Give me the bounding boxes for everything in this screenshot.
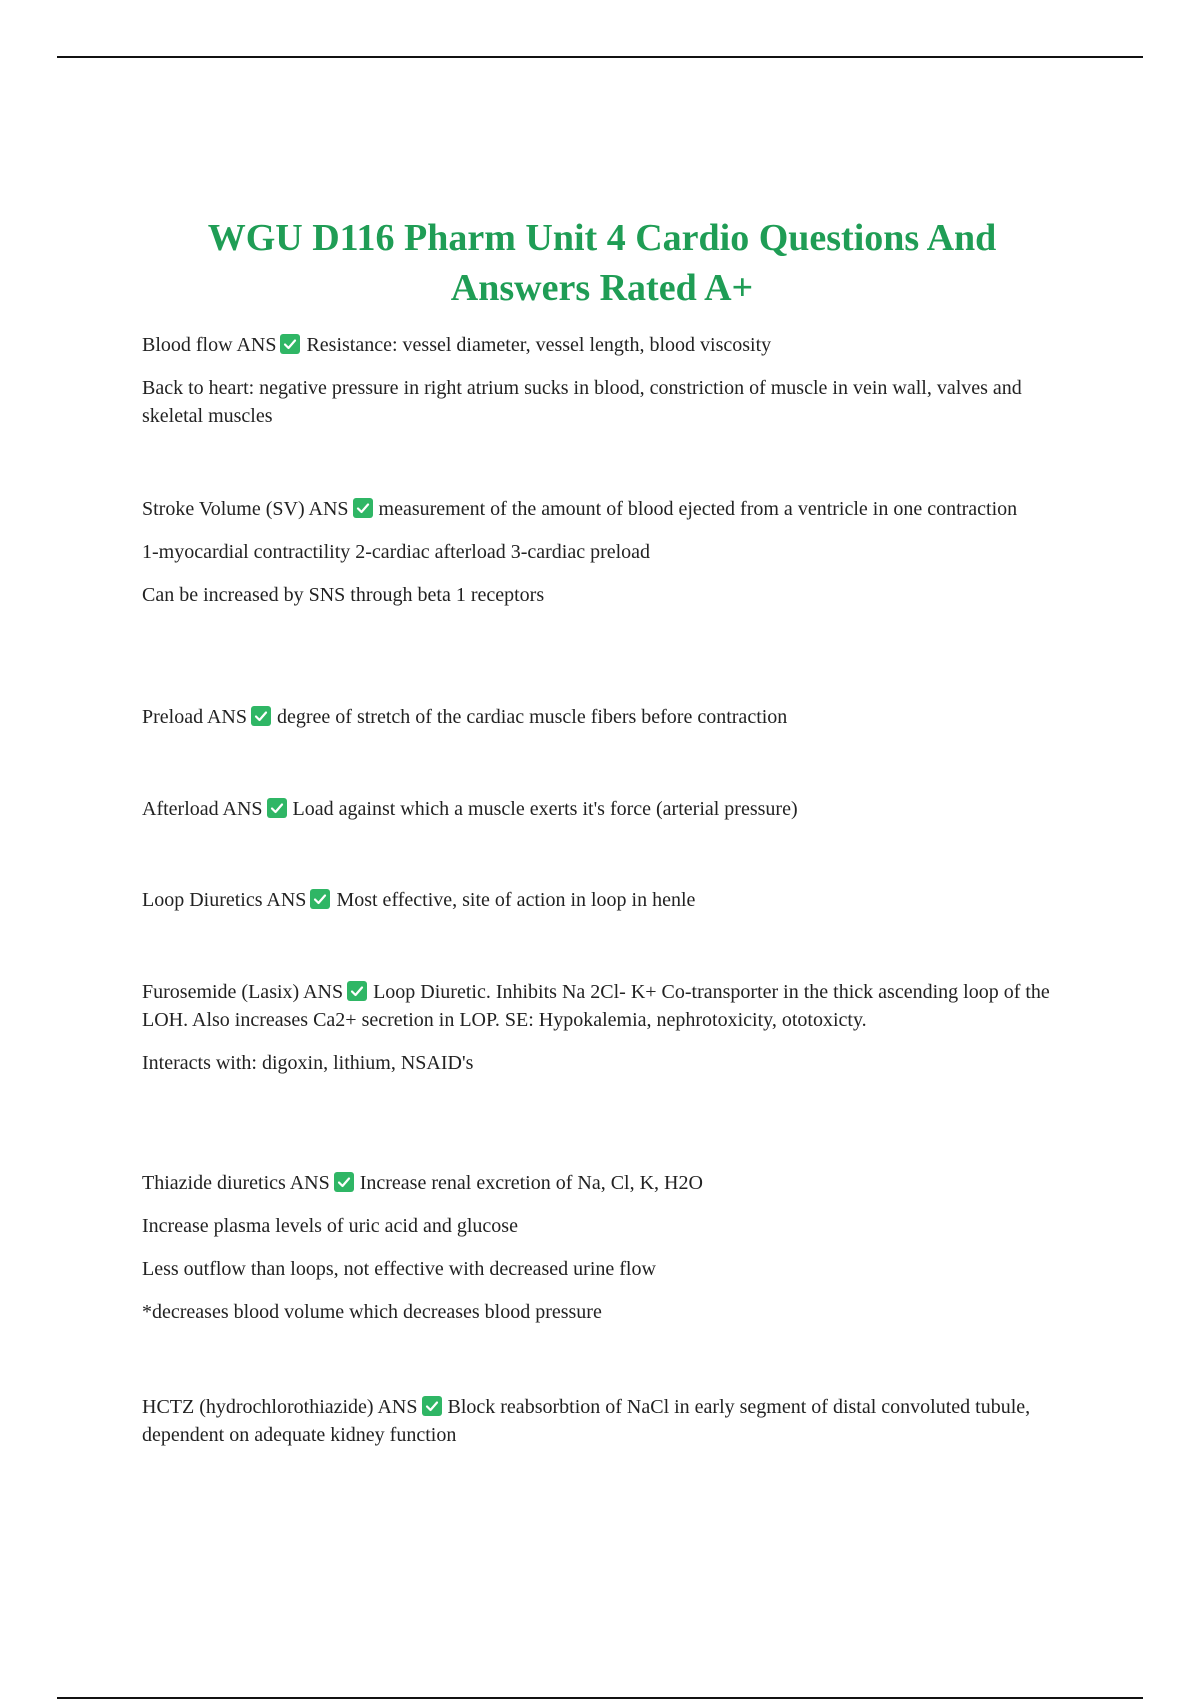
- entry-term: Preload ANS: [142, 706, 247, 728]
- entry-line: [142, 978, 1062, 1034]
- check-box-icon: [280, 334, 300, 354]
- entry-answer: Increase renal excretion of Na, Cl, K, H2O: [359, 1172, 703, 1194]
- entry-extra: Less outflow than loops, not effective with decreased urine flow: [142, 1258, 656, 1280]
- entry-line: [142, 1169, 1062, 1197]
- entry-answer: Block reabsorbtion of NaCl in early segment of distal convoluted tubule, dependent on adequate kidney function: [142, 1396, 1031, 1446]
- entry-line: [142, 795, 1062, 823]
- entry-term: HCTZ (hydrochlorothiazide) ANS: [142, 1396, 418, 1418]
- bottom-rule: [57, 1697, 1143, 1699]
- entry-extra: *decreases blood volume which decreases blood pressure: [142, 1301, 602, 1323]
- entry-term: Thiazide diuretics ANS: [142, 1172, 330, 1194]
- entry-line: [142, 703, 1062, 731]
- entry-hctz: [142, 1393, 1062, 1464]
- check-box-icon: [334, 1172, 354, 1192]
- title-line-1: WGU D116 Pharm Unit 4 Cardio Questions And: [207, 217, 997, 259]
- entry-term: Furosemide (Lasix) ANS: [142, 981, 344, 1003]
- entry-answer: measurement of the amount of blood ejected from a ventricle in one contraction: [378, 498, 1018, 520]
- entry-term: Loop Diuretics ANS: [142, 889, 307, 911]
- entry-extra: Back to heart: negative pressure in right atrium sucks in blood, constriction of muscle in vein wall, valves and skeletal muscles: [142, 377, 1022, 427]
- entry-line: [142, 1393, 1062, 1449]
- entry-extra: Increase plasma levels of uric acid and glucose: [142, 1215, 518, 1237]
- document-title: [142, 213, 1062, 313]
- check-box-icon: [267, 798, 287, 818]
- entry-preload: [142, 703, 1062, 746]
- entry-extra: 1-myocardial contractility 2-cardiac afterload 3-cardiac preload: [142, 541, 651, 563]
- check-box-icon: [422, 1396, 442, 1416]
- entry-stroke-volume: [142, 495, 1062, 624]
- entry-term: Afterload ANS: [142, 798, 263, 820]
- entry-line: [142, 886, 1062, 914]
- entry-line: [142, 331, 1062, 359]
- entry-term: Stroke Volume (SV) ANS: [142, 498, 349, 520]
- title-line-2: Answers Rated A+: [450, 267, 754, 309]
- entry-line: [142, 495, 1062, 523]
- check-box-icon: [310, 889, 330, 909]
- entry-extra: Interacts with: digoxin, lithium, NSAID's: [142, 1052, 474, 1074]
- top-rule: [57, 56, 1143, 58]
- entry-thiazide-diuretics: [142, 1169, 1062, 1341]
- entry-answer: Resistance: vessel diameter, vessel length, blood viscosity: [306, 334, 772, 356]
- entry-answer: Load against which a muscle exerts it's force (arterial pressure): [292, 798, 798, 820]
- entry-term: Blood flow ANS: [142, 334, 277, 356]
- entry-answer: Loop Diuretic. Inhibits Na 2Cl- K+ Co-transporter in the thick ascending loop of the LOH. Also increases Ca2+ secretion in LOP. SE: Hypokalemia, nephrotoxicity, ototoxicty.: [142, 981, 1050, 1031]
- entry-answer: degree of stretch of the cardiac muscle fibers before contraction: [277, 706, 788, 728]
- check-box-icon: [251, 706, 271, 726]
- check-box-icon: [347, 981, 367, 1001]
- entry-furosemide: [142, 978, 1062, 1092]
- entry-afterload: [142, 795, 1062, 838]
- entry-answer: Most effective, site of action in loop in henle: [336, 889, 696, 911]
- check-box-icon: [353, 498, 373, 518]
- entry-blood-flow: [142, 331, 1062, 445]
- entry-loop-diuretics: [142, 886, 1062, 929]
- entry-extra: Can be increased by SNS through beta 1 receptors: [142, 584, 545, 606]
